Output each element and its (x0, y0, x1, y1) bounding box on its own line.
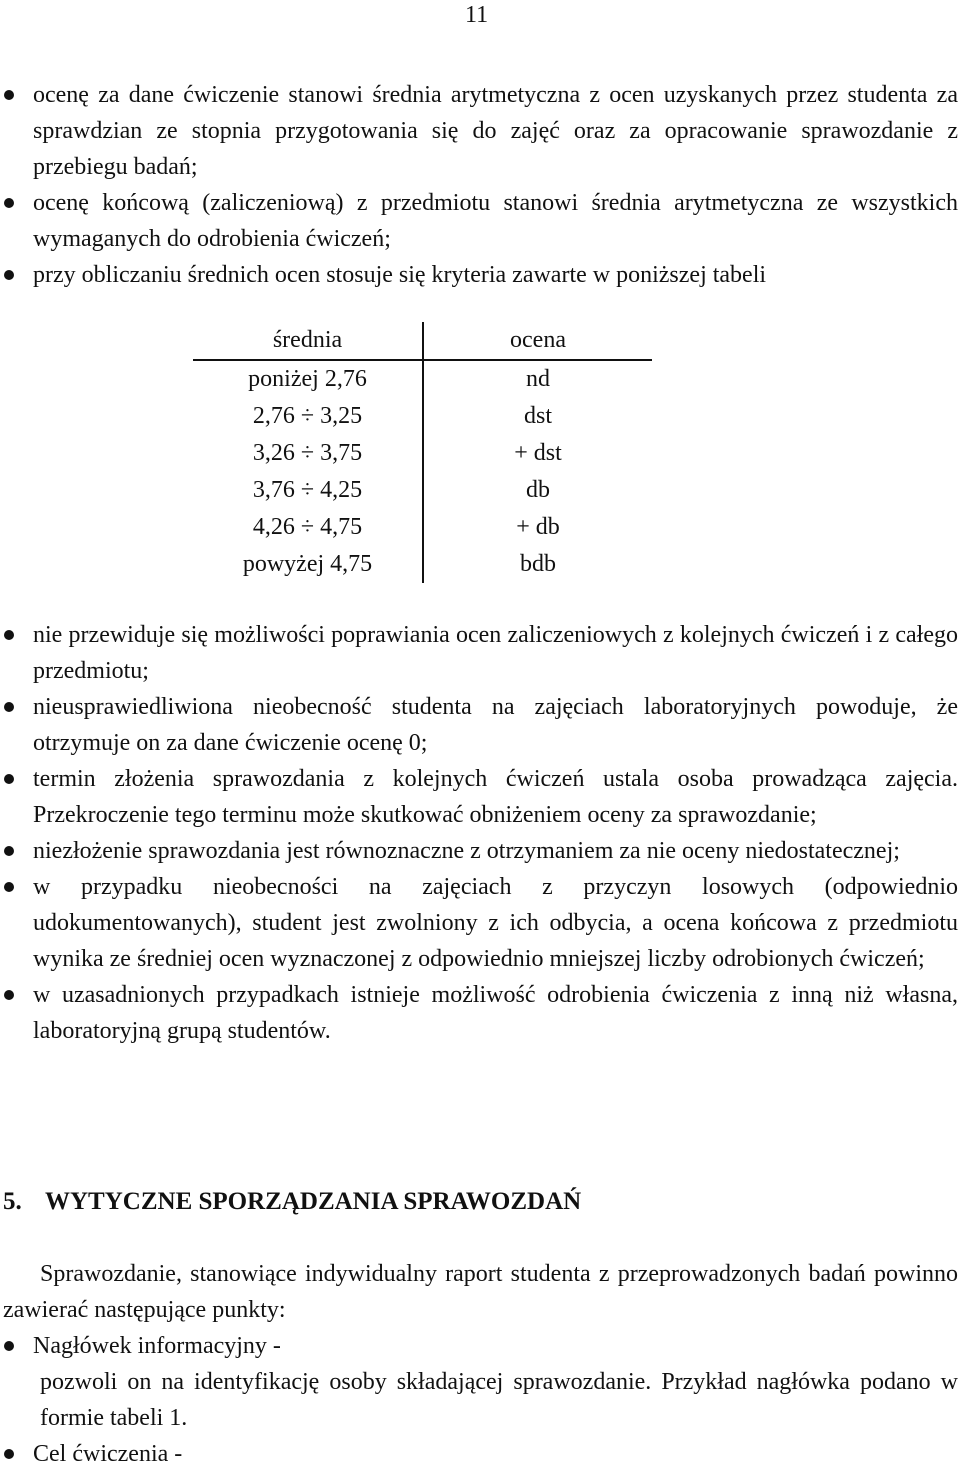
bullet-icon (4, 990, 14, 1000)
column-header-grade: ocena (423, 322, 652, 360)
table-row (193, 360, 652, 398)
average-range-cell: 2,76 ÷ 3,25 (193, 398, 423, 435)
list-item-text: ocenę za dane ćwiczenie stanowi średnia arytmetyczna z ocen uzyskanych przez studenta za sprawdzian ze stopnia przygotowania się do zajęć oraz za opracowanie sprawozdanie z przebiegu badań; (33, 82, 958, 180)
bullet-icon (4, 702, 14, 712)
list-item (0, 833, 960, 869)
list-item (0, 1436, 960, 1472)
list-item-text: nieusprawiedliwiona nieobecność studenta na zajęciach laboratoryjnych powoduje, że otrzymuje on za dane ćwiczenie ocenę 0; (33, 694, 958, 756)
table-row (193, 472, 652, 509)
grade-cell: + db (516, 514, 560, 540)
grade-cell: bdb (520, 551, 556, 577)
section-number: 5. (3, 1188, 22, 1215)
table-row (193, 435, 652, 472)
list-item (0, 257, 960, 293)
list-item (0, 77, 960, 185)
list-item-title: Nagłówek informacyjny - (33, 1333, 281, 1359)
list-item (0, 977, 960, 1049)
average-range-cell: 3,76 ÷ 4,25 (193, 472, 423, 509)
table-row (193, 398, 652, 435)
grade-cell: nd (526, 366, 550, 392)
bullet-icon (4, 630, 14, 640)
list-item (0, 617, 960, 689)
grading-rules-list (0, 77, 960, 293)
section-heading (3, 1184, 581, 1220)
bullet-icon (4, 90, 14, 100)
grade-cell: dst (523, 403, 552, 429)
course-rules-list (0, 617, 960, 1049)
list-item-text: w przypadku nieobecności na zajęciach z przyczyn losowych (odpowiednio udokumentowanych), student jest zwolniony z ich odbycia, a ocena końcowa z przedmiotu wynika ze średniej ocen wyznaczonej z odpowiednio mniejszej liczby odrobionych ćwiczeń; (33, 874, 958, 972)
table-row (193, 509, 652, 546)
table-header-row (193, 322, 652, 360)
list-item (0, 185, 960, 257)
average-range-cell: poniżej 2,76 (193, 360, 423, 398)
bullet-icon (4, 1449, 14, 1459)
bullet-icon (4, 774, 14, 784)
average-range-cell: 4,26 ÷ 4,75 (193, 509, 423, 546)
list-item (0, 869, 960, 977)
bullet-icon (4, 198, 14, 208)
average-range-cell: powyżej 4,75 (193, 546, 423, 583)
list-item (0, 689, 960, 761)
list-item (0, 1328, 960, 1436)
grade-cell: + dst (514, 440, 562, 466)
list-item-text: przy obliczaniu średnich ocen stosuje się kryteria zawarte w poniższej tabeli (33, 262, 767, 288)
page-number: 11 (465, 2, 489, 28)
section-title: WYTYCZNE SPORZĄDZANIA SPRAWOZDAŃ (45, 1188, 582, 1215)
table-row (193, 546, 652, 583)
bullet-icon (4, 882, 14, 892)
bullet-icon (4, 270, 14, 280)
column-header-average: średnia (193, 322, 423, 360)
list-item-description: pozwoli on na identyfikację osoby składającej sprawozdanie. Przykład nagłówka podano w formie tabeli 1. (40, 1369, 958, 1431)
list-item-text: termin złożenia sprawozdania z kolejnych ćwiczeń ustala osoba prowadząca zajęcia. Przekroczenie tego terminu może skutkować obniżeniem oceny za sprawozdanie; (33, 766, 958, 828)
list-item-title: Cel ćwiczenia - (33, 1441, 183, 1467)
report-sections-list (0, 1328, 960, 1472)
list-item-text: w uzasadnionych przypadkach istnieje możliwość odrobienia ćwiczenia z inną niż własna, laboratoryjną grupą studentów. (33, 982, 958, 1044)
bullet-icon (4, 1341, 14, 1351)
intro-paragraph: Sprawozdanie, stanowiące indywidualny raport studenta z przeprowadzonych badań powinno zawierać następujące punkty: (3, 1261, 958, 1323)
list-item (0, 761, 960, 833)
bullet-icon (4, 846, 14, 856)
list-item-text: nie przewiduje się możliwości poprawiania ocen zaliczeniowych z kolejnych ćwiczeń i z całego przedmiotu; (33, 622, 958, 684)
average-range-cell: 3,26 ÷ 3,75 (193, 435, 423, 472)
list-item-text: ocenę końcową (zaliczeniową) z przedmiotu stanowi średnia arytmetyczna ze wszystkich wymaganych do odrobienia ćwiczeń; (33, 190, 958, 252)
grade-cell: db (526, 477, 550, 503)
grade-criteria-table (193, 322, 652, 583)
list-item-text: niezłożenie sprawozdania jest równoznaczne z otrzymaniem za nie oceny niedostatecznej; (33, 838, 900, 864)
